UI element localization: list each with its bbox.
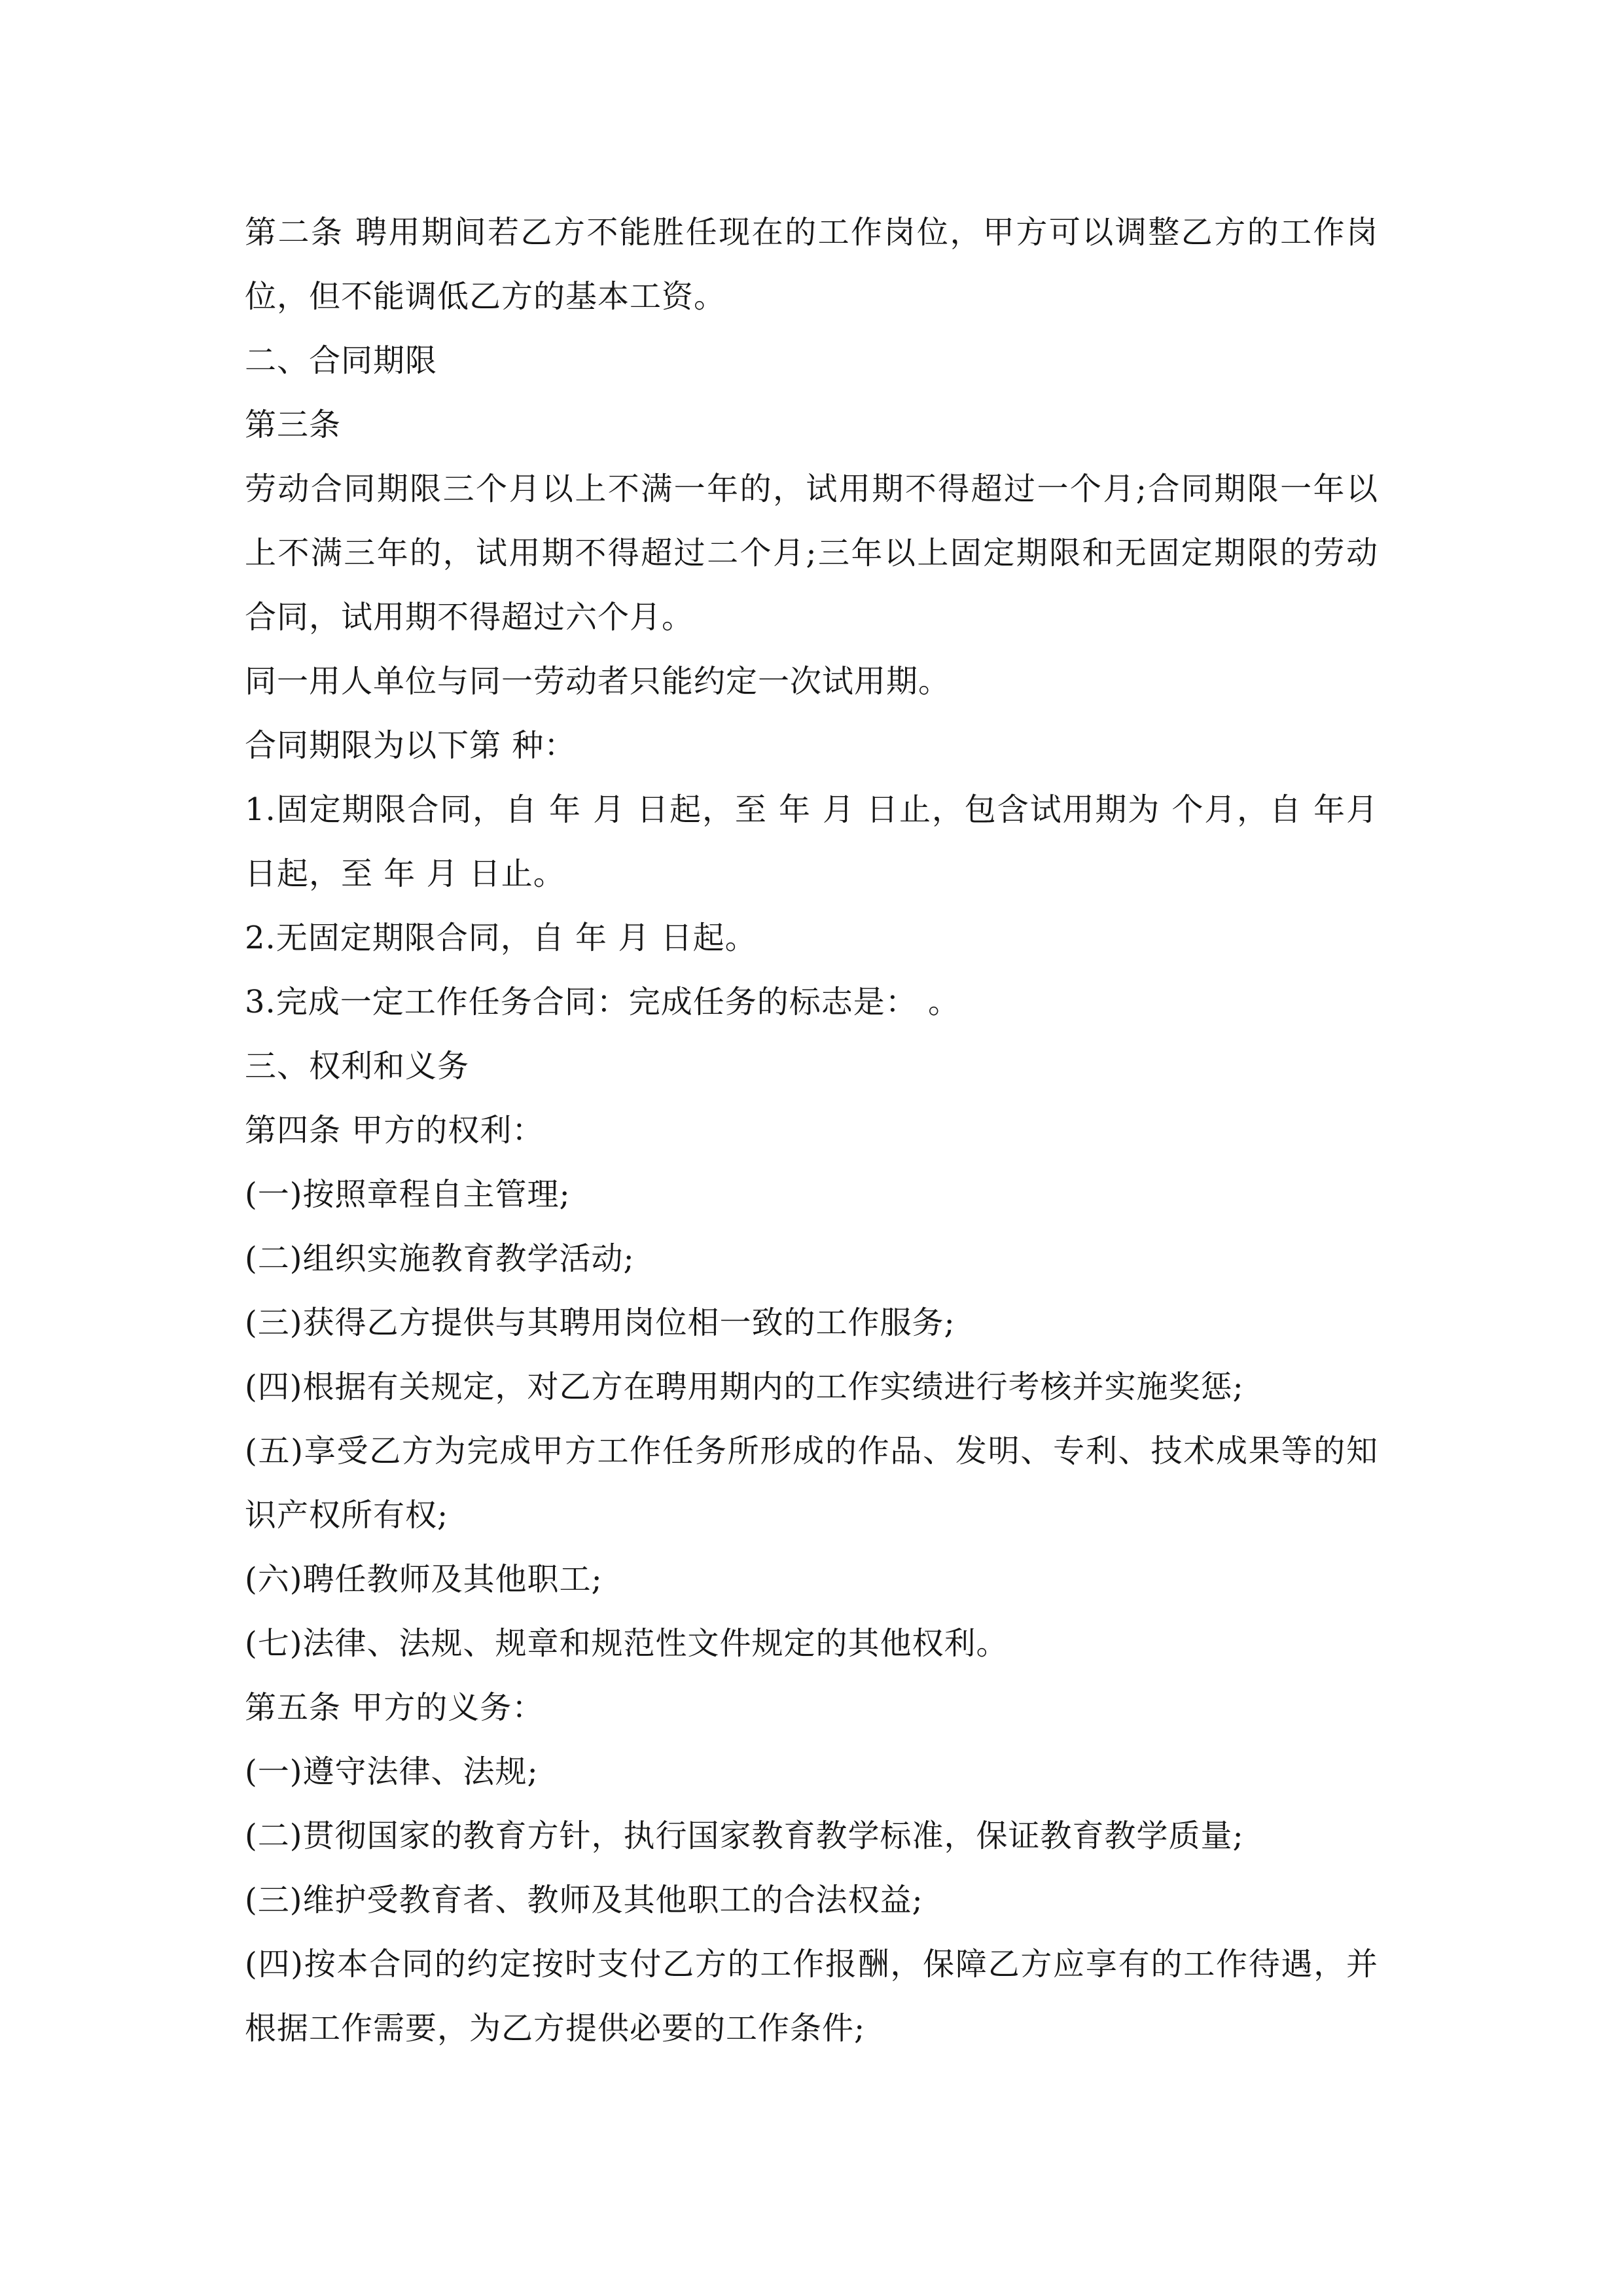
section-heading-rights-duties: 三、权利和义务 (245, 1048, 470, 1085)
list-item-task-term: 3.完成一定工作任务合同：完成任务的标志是： 。 (245, 984, 961, 1020)
list-item: (七)法律、法规、规章和规范性文件规定的其他权利。 (245, 1625, 1008, 1662)
paragraph-probation-rules: 劳动合同期限三个月以上不满一年的，试用期不得超过一个月;合同期限一年以上不满三年的，试用期不得超过二个月;三年以上固定期限和无固定期限的劳动合同，试用期不得超过六个月。 (245, 471, 1378, 636)
list-item: (三)维护受教育者、教师及其他职工的合法权益; (245, 1882, 923, 1918)
paragraph-term-type: 合同期限为以下第 种： (245, 727, 577, 764)
article-4-heading: 第四条 甲方的权利： (245, 1112, 544, 1149)
section-heading-contract-term: 二、合同期限 (245, 342, 438, 379)
list-item-fixed-term: 1.固定期限合同，自 年 月 日起，至 年 月 日止，包含试用期为 个月，自 年月 日起，至 年 月 日止。 (245, 791, 1378, 892)
article-5-heading: 第五条 甲方的义务： (245, 1689, 544, 1726)
list-item: (二)贯彻国家的教育方针，执行国家教育教学标准，保证教育教学质量; (245, 1818, 1244, 1854)
list-item: (六)聘任教师及其他职工; (245, 1561, 603, 1598)
paragraph-article-2: 第二条 聘用期间若乙方不能胜任现在的工作岗位，甲方可以调整乙方的工作岗位，但不能调低乙方的基本工资。 (245, 214, 1378, 315)
list-item: (一)按照章程自主管理; (245, 1176, 571, 1213)
list-item: (四)根据有关规定，对乙方在聘用期内的工作实绩进行考核并实施奖惩; (245, 1369, 1244, 1405)
list-item: (五)享受乙方为完成甲方工作任务所形成的作品、发明、专利、技术成果等的知识产权所有权; (245, 1433, 1378, 1534)
paragraph-single-probation: 同一用人单位与同一劳动者只能约定一次试用期。 (245, 663, 951, 700)
list-item: (二)组织实施教育教学活动; (245, 1240, 635, 1277)
list-item: (四)按本合同的约定按时支付乙方的工作报酬，保障乙方应享有的工作待遇，并根据工作需要，为乙方提供必要的工作条件; (245, 1946, 1378, 2047)
list-item: (一)遵守法律、法规; (245, 1753, 539, 1790)
document-body (245, 200, 1378, 2060)
list-item: (三)获得乙方提供与其聘用岗位相一致的工作服务; (245, 1304, 955, 1341)
list-item-open-term: 2.无固定期限合同，自 年 月 日起。 (245, 920, 757, 956)
article-3-heading: 第三条 (245, 406, 342, 443)
